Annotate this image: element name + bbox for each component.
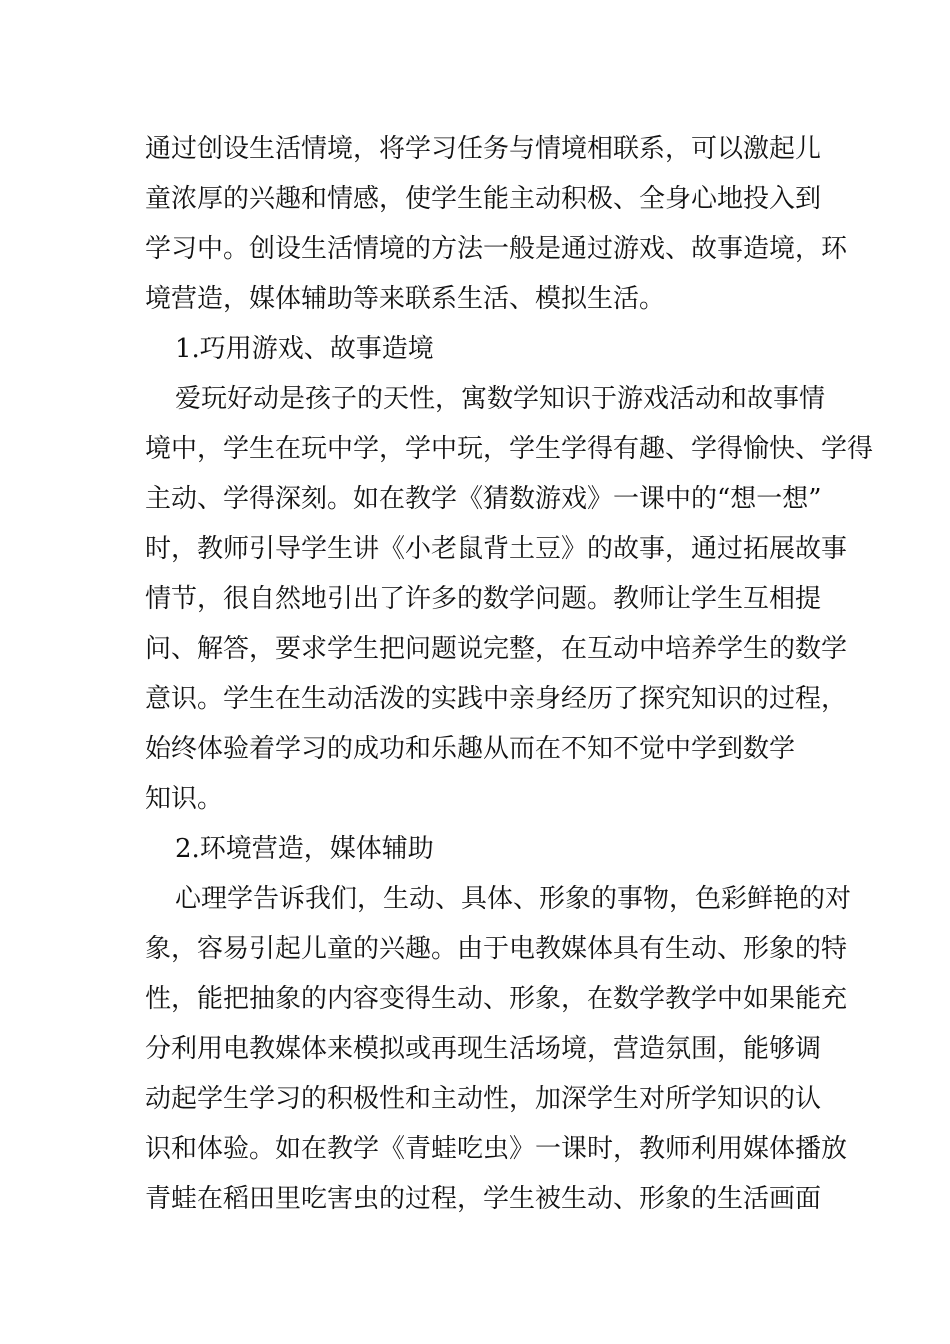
section-heading: 1.巧用游戏、故事造境: [175, 334, 434, 364]
text-line: 象，容易引起儿童的兴趣。由于电教媒体具有生动、形象的特: [145, 934, 848, 964]
section-heading: 2.环境营造，媒体辅助: [175, 834, 434, 864]
text-line: 境中，学生在玩中学，学中玩，学生学得有趣、学得愉快、学得: [145, 434, 874, 464]
text-line: 心理学告诉我们，生动、具体、形象的事物，色彩鲜艳的对: [175, 884, 852, 914]
text-line: 性，能把抽象的内容变得生动、形象，在数学教学中如果能充: [145, 984, 848, 1014]
text-line: 境营造，媒体辅助等来联系生活、模拟生活。: [145, 284, 666, 314]
text-line: 意识。学生在生动活泼的实践中亲身经历了探究知识的过程，: [145, 684, 848, 714]
text-line: 通过创设生活情境，将学习任务与情境相联系，可以激起儿: [145, 134, 822, 164]
text-line: 知识。: [145, 784, 224, 814]
text-line: 学习中。创设生活情境的方法一般是通过游戏、故事造境，环: [145, 234, 848, 264]
text-line: 情节，很自然地引出了许多的数学问题。教师让学生互相提: [145, 584, 822, 614]
text-line: 时，教师引导学生讲《小老鼠背土豆》的故事，通过拓展故事: [145, 534, 848, 564]
text-line: 识和体验。如在教学《青蛙吃虫》一课时，教师利用媒体播放: [145, 1134, 848, 1164]
text-line: 童浓厚的兴趣和情感，使学生能主动积极、全身心地投入到: [145, 184, 822, 214]
text-line: 主动、学得深刻。如在教学《猜数游戏》一课中的“想一想”: [145, 484, 822, 514]
text-line: 爱玩好动是孩子的天性，寓数学知识于游戏活动和故事情: [175, 384, 826, 414]
text-line: 问、解答，要求学生把问题说完整，在互动中培养学生的数学: [145, 634, 848, 664]
text-line: 青蛙在稻田里吃害虫的过程，学生被生动、形象的生活画面: [145, 1184, 822, 1214]
text-line: 分利用电教媒体来模拟或再现生活场境，营造氛围，能够调: [145, 1034, 822, 1064]
text-line: 始终体验着学习的成功和乐趣从而在不知不觉中学到数学: [145, 734, 796, 764]
text-line: 动起学生学习的积极性和主动性，加深学生对所学知识的认: [145, 1084, 822, 1114]
